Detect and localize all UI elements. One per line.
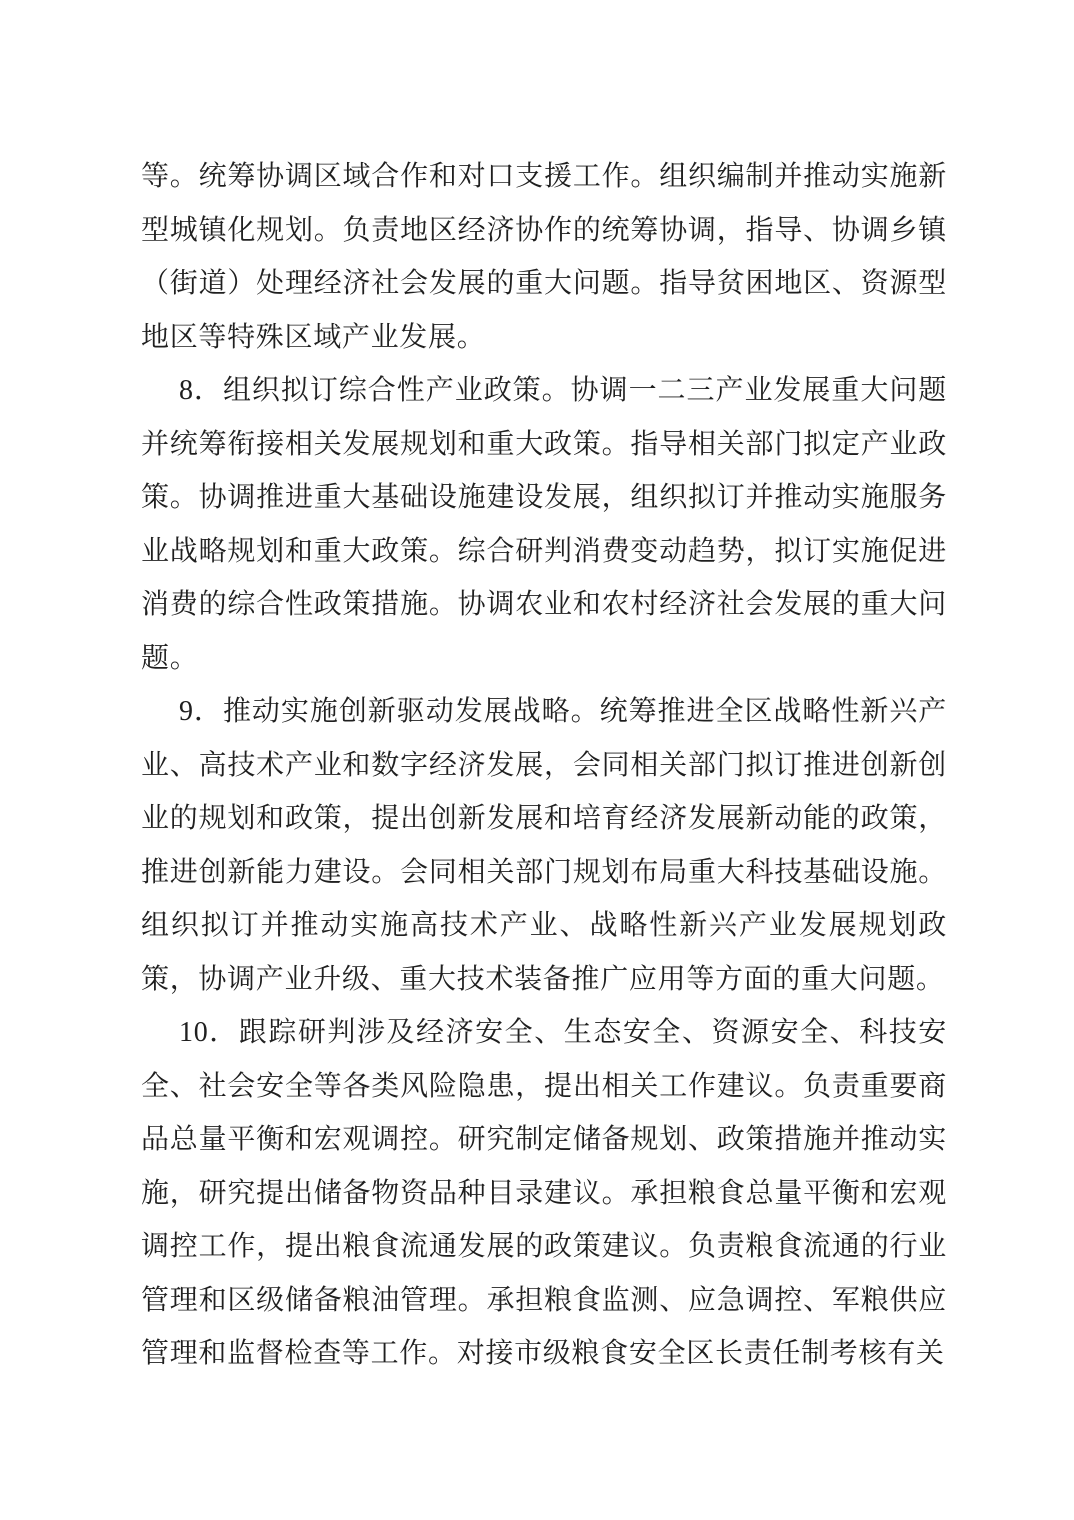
paragraph-continuation: 等。统筹协调区域合作和对口支援工作。组织编制并推动实施新型城镇化规划。负责地区经济协作的统筹协调，指导、协调乡镇（街道）处理经济社会发展的重大问题。指导贫困地区、资源型地区等特殊区域产业发展。	[141, 161, 947, 353]
paragraph-item-9: 9．推动实施创新驱动发展战略。统筹推进全区战略性新兴产业、高技术产业和数字经济发展，会同相关部门拟订推进创新创业的规划和政策，提出创新发展和培育经济发展新动能的政策，推进创新能力建设。会同相关部门规划布局重大科技基础设施。组织拟订并推动实施高技术产业、战略性新兴产业发展规划政策，协调产业升级、重大技术装备推广应用等方面的重大问题。	[141, 696, 947, 995]
paragraph-item-10: 10．跟踪研判涉及经济安全、生态安全、资源安全、科技安全、社会安全等各类风险隐患，提出相关工作建议。负责重要商品总量平衡和宏观调控。研究制定储备规划、政策措施并推动实施，研究提出储备物资品种目录建议。承担粮食总量平衡和宏观调控工作，提出粮食流通发展的政策建议。负责粮食流通的行业管理和区级储备粮油管理。承担粮食监测、应急调控、军粮供应管理和监督检查等工作。对接市级粮食安全区长责任制考核有关	[141, 1017, 947, 1369]
document-body-text	[141, 150, 947, 1381]
paragraph-item-8: 8．组织拟订综合性产业政策。协调一二三产业发展重大问题并统筹衔接相关发展规划和重大政策。指导相关部门拟定产业政策。协调推进重大基础设施建设发展，组织拟订并推动实施服务业战略规划和重大政策。综合研判消费变动趋势，拟订实施促进消费的综合性政策措施。协调农业和农村经济社会发展的重大问题。	[141, 375, 947, 674]
